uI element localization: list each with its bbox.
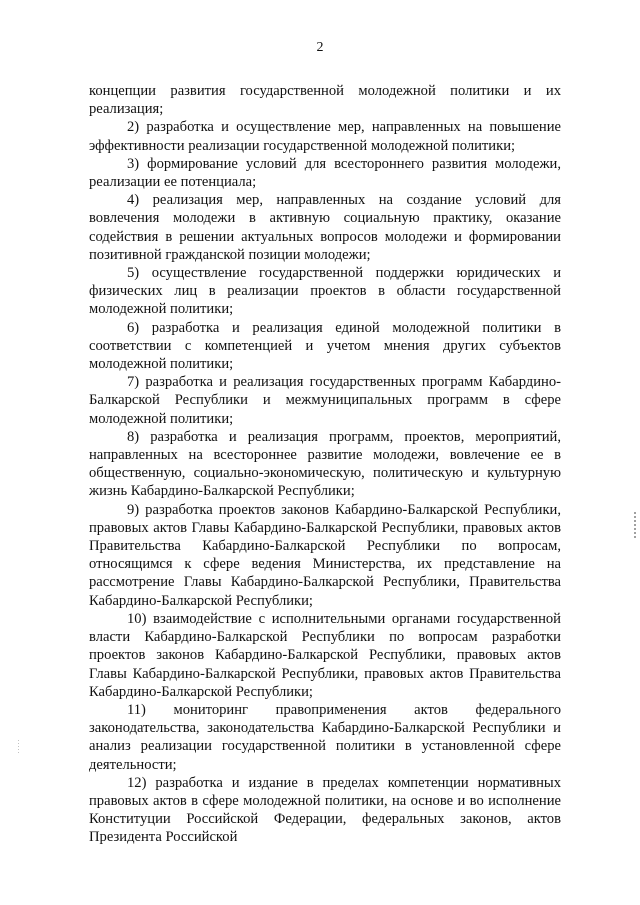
paragraph-item-12: 12) разработка и издание в пределах компетенции нормативных правовых актов в сфере молодежной политики, на основе и во исполнение Конституции Российской Федерации, федеральных законов, актов Президента Российской [89,774,561,846]
paragraph-continuation: концепции развития государственной молодежной политики и их реализация; [89,83,561,118]
paragraph-item-6: 6) разработка и реализация единой молодежной политики в соответствии с компетенцией и учетом мнения других субъектов молодежной политики; [89,319,561,373]
document-body [89,82,561,847]
paragraph-item-10: 10) взаимодействие с исполнительными органами государственной власти Кабардино-Балкарской Республики по вопросам разработки проектов законов Кабардино-Балкарской Республики, правовых актов Главы Кабардино-Балкарской Республики, правовых актов Правительства Кабардино-Балкарской Республики; [89,610,561,700]
paragraph-item-2: 2) разработка и осуществление мер, направленных на повышение эффективности реализации государственной молодежной политики; [89,119,561,154]
paragraph-item-3: 3) формирование условий для всестороннего развития молодежи, реализации ее потенциала; [89,155,561,191]
page-number: 2 [316,40,324,55]
scan-artifact-mark [634,512,636,540]
paragraph-item-8: 8) разработка и реализация программ, проектов, мероприятий, направленных на всестороннее развитие молодежи, вовлечение ее в общественную, социально-экономическую, политическую и культурную жизнь Кабардино-Балкарской Республики; [89,428,561,500]
paragraph-item-11: 11) мониторинг правоприменения актов федерального законодательства, законодательства Кабардино-Балкарской Республики и анализ реализации государственной политики в установленной сфере деятельности; [89,701,561,773]
paragraph-item-4: 4) реализация мер, направленных на создание условий для вовлечения молодежи в активную социальную практику, оказание содействия в решении актуальных вопросов молодежи и формировании позитивной гражданской позиции молодежи; [89,192,561,263]
paragraph-item-7: 7) разработка и реализация государственных программ Кабардино-Балкарской Республики и межмуниципальных программ в сфере молодежной политики; [89,374,561,427]
paragraph-item-5: 5) осуществление государственной поддержки юридических и физических лиц в реализации проектов в области государственной молодежной политики; [89,265,561,318]
scan-artifact-dots [18,740,19,754]
paragraph-item-9: 9) разработка проектов законов Кабардино-Балкарской Республики, правовых актов Главы Кабардино-Балкарской Республики, правовых актов Правительства Кабардино-Балкарской Республики по вопросам, относящимся к сфере ведения Министерства, их представление на рассмотрение Главы Кабардино-Балкарской Республики, Правительства Кабардино-Балкарской Республики; [89,501,561,609]
